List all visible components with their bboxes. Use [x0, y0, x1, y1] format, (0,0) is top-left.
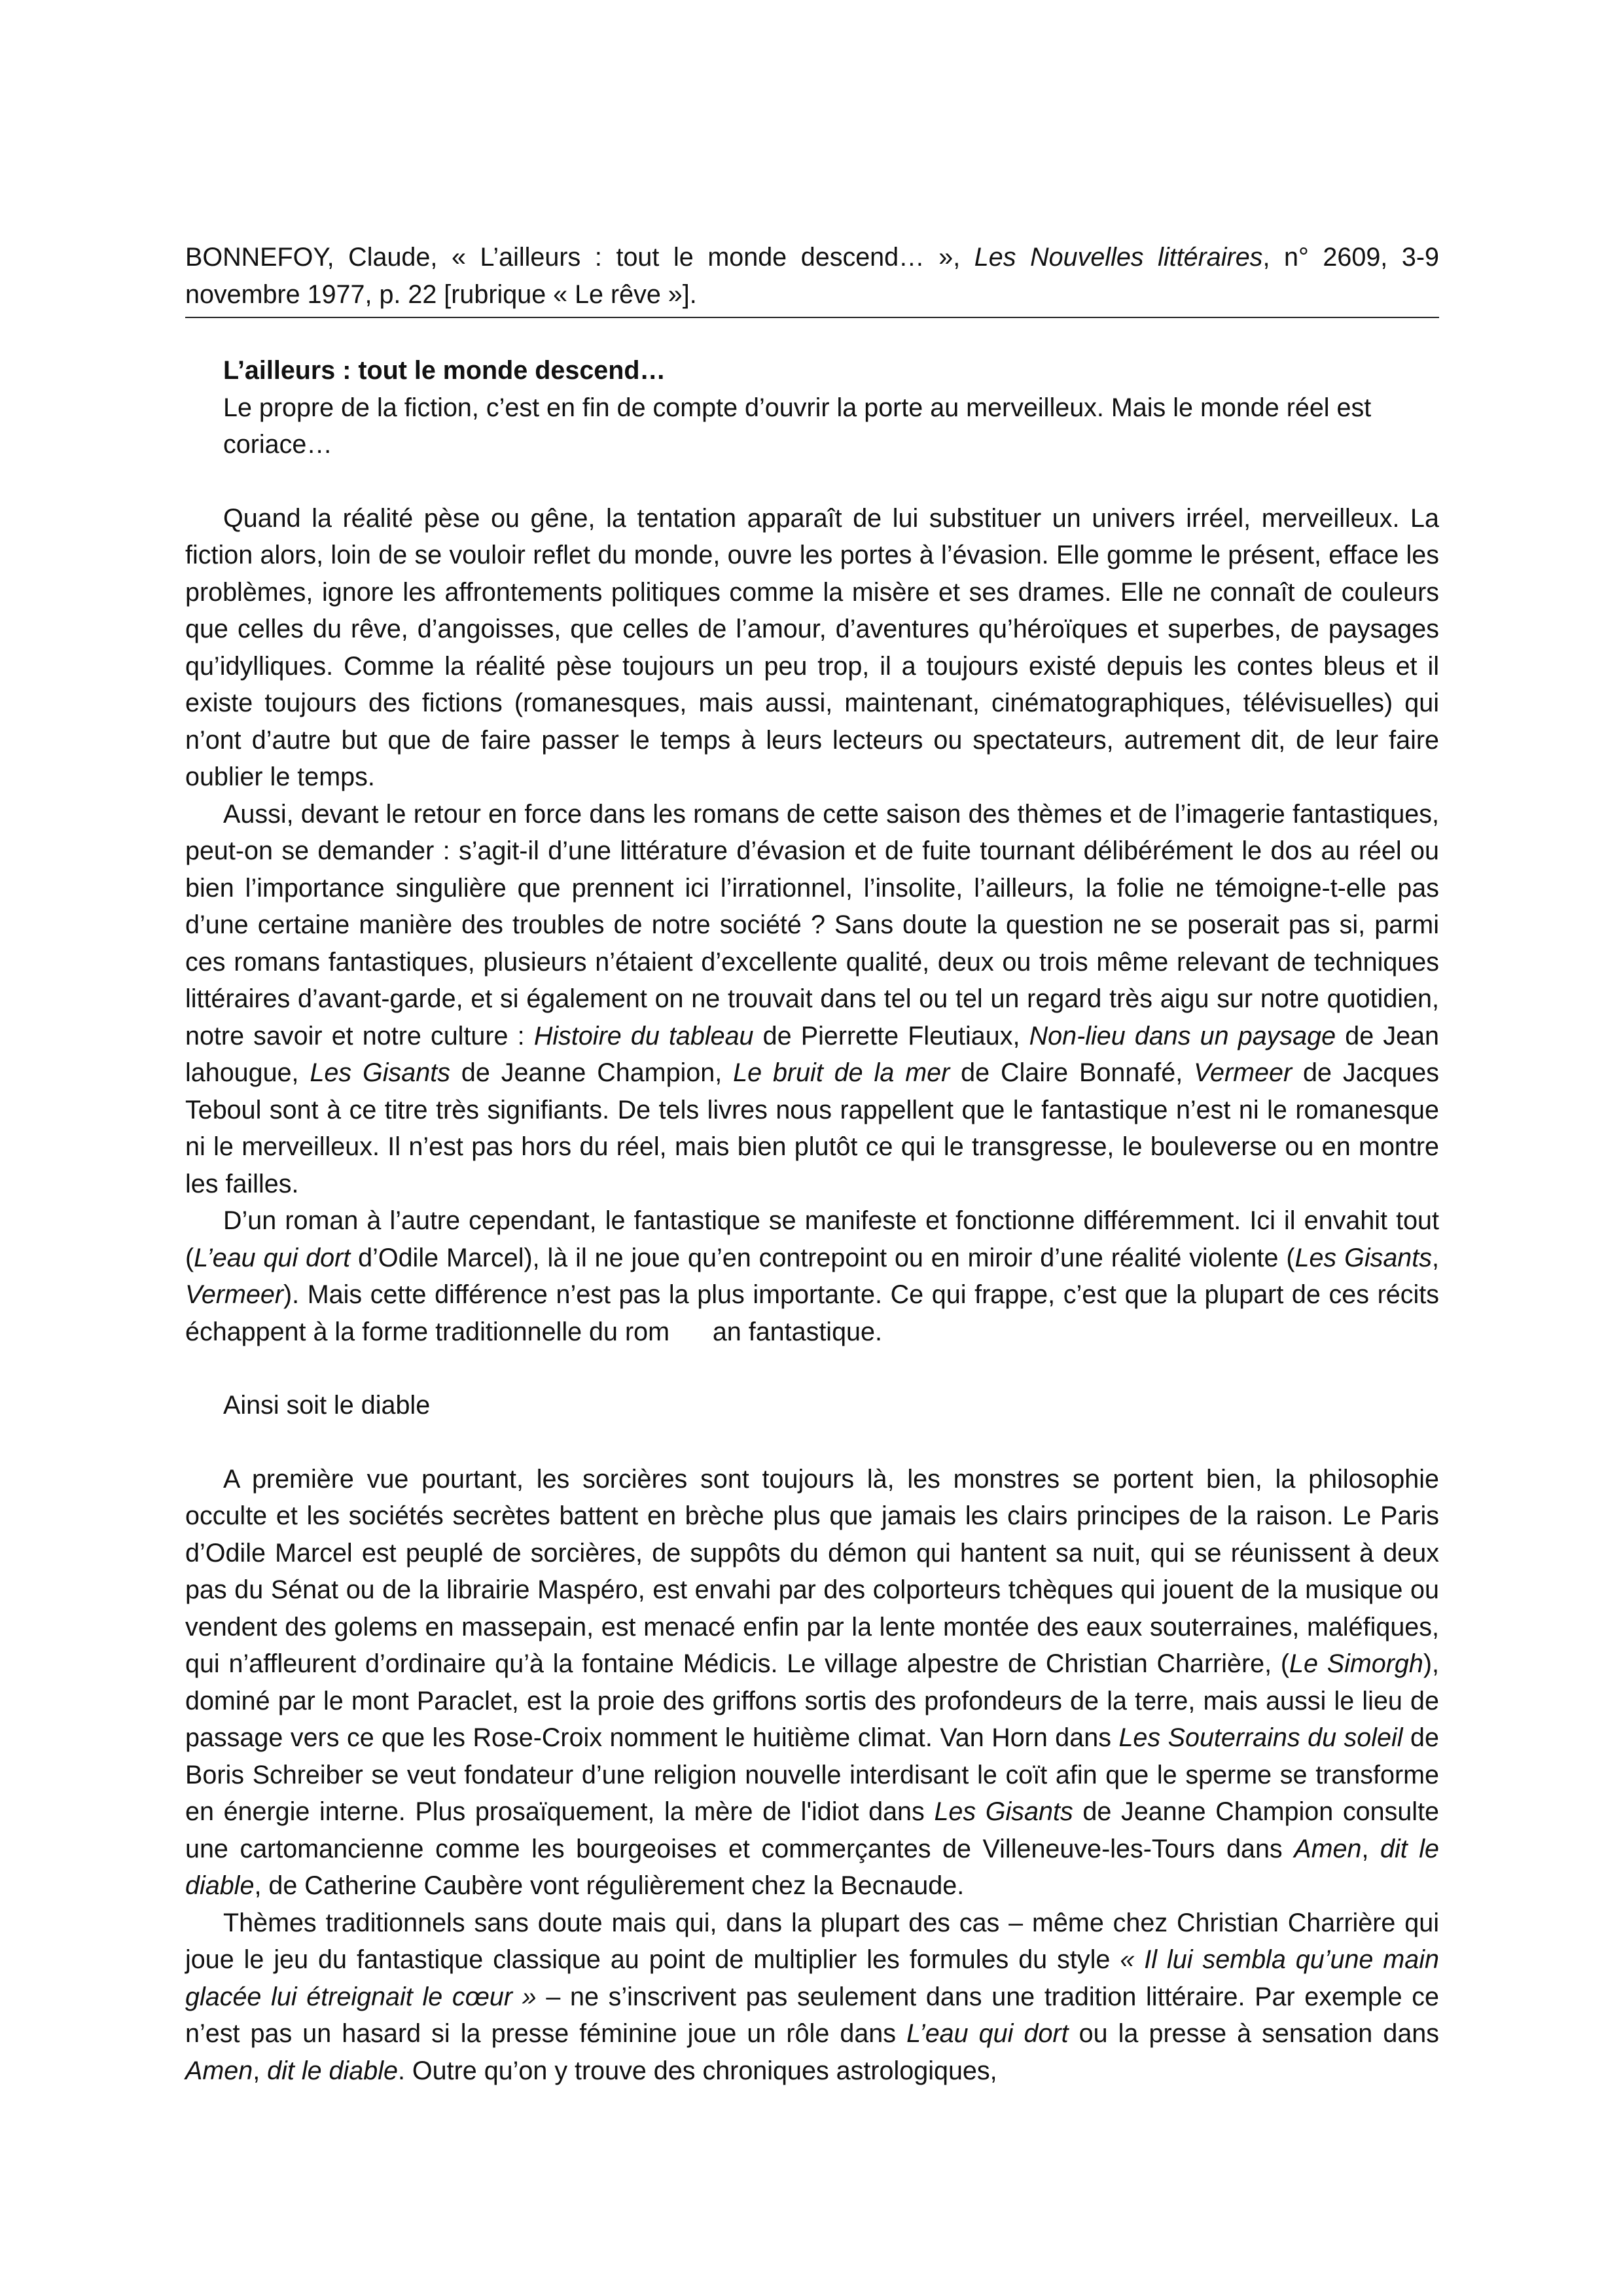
book-title: Les Gisants	[310, 1058, 450, 1087]
quotation: « Il lui sembla qu’une main glacée lui étreignait le cœur »	[185, 1945, 1439, 2011]
paragraph-5	[185, 1905, 1439, 2090]
bibliographic-citation	[185, 239, 1439, 313]
text-run: de Jeanne Champion consulte une cartomancienne comme les bourgeoises et commerçantes de Villeneuve-les-Tours dans	[185, 1797, 1440, 1863]
text-run: ,	[253, 2056, 268, 2085]
text-run: de Jeanne Champion,	[450, 1058, 734, 1087]
paragraph-4	[185, 1461, 1439, 1905]
text-run: D’un roman à l’autre cependant, le fantastique se manifeste et fonctionne différemment. Ici il envahit tout (	[185, 1206, 1439, 1272]
citation-prefix: BONNEFOY, Claude, « L’ailleurs : tout le monde descend… »,	[185, 243, 974, 272]
book-title: Amen	[1294, 1834, 1362, 1863]
text-run: ,	[1432, 1243, 1439, 1272]
book-title: Les Souterrains du soleil	[1118, 1723, 1403, 1752]
paragraph-1: Quand la réalité pèse ou gêne, la tentation apparaît de lui substituer un univers irréel, merveilleux. La fiction alors, loin de se vouloir reflet du monde, ouvre les portes à l’évasion. Elle gomme le présent, efface les problèmes, ignore les affrontements politiques comme la misère et ses drames. Elle ne connaît de couleurs que celles du rêve, d’angoisses, que celles de l’amour, d’aventures qu’héroïques et superbes, de paysages qu’idylliques. Comme la réalité pèse toujours un peu trop, il a toujours existé depuis les contes bleus et il existe toujours des fictions (romanesques, mais aussi, maintenant, cinématographiques, télévisuelles) qui n’ont d’autre but que de faire passer le temps à leurs lecteurs ou spectateurs, autrement dit, de leur faire oublier le temps.	[185, 503, 1439, 791]
section-subheading: Ainsi soit le diable	[223, 1391, 431, 1420]
text-run: de Claire Bonnafé,	[950, 1058, 1194, 1087]
article-chapeau: Le propre de la fiction, c’est en fin de compte d’ouvrir la porte au merveilleux. Mais le monde réel est coriace…	[223, 393, 1372, 459]
article-header	[185, 352, 1439, 463]
text-run: de Jean lahougue,	[185, 1021, 1439, 1087]
book-title: L’eau qui dort	[906, 2019, 1069, 2048]
text-run: , de Catherine Caubère vont régulièrement chez la Becnaude.	[254, 1871, 965, 1900]
text-run: de Boris Schreiber se veut fondateur d’une religion nouvelle interdisant le coït afin que le sperme se transforme en énergie interne. Plus prosaïquement, la mère de l'idiot dans	[185, 1723, 1439, 1826]
horizontal-rule	[185, 317, 1439, 318]
paragraph-2	[185, 796, 1439, 1203]
text-run: ou la presse à sensation dans	[1068, 2019, 1440, 2048]
book-title: Amen	[185, 2056, 253, 2085]
book-title: dit le diable	[185, 1834, 1440, 1900]
text-run: Aussi, devant le retour en force dans les romans de cette saison des thèmes et de l’imagerie fantastiques, peut-on se demander : s’agit-il d’une littérature d’évasion et de fuite tournant délibérément le dos au réel ou bien l’importance singulière que prennent ici l’irrationnel, l’insolite, l’ailleurs, la folie ne témoigne-t-elle pas d’une certaine manière des troubles de notre société ? Sans doute la question ne se poserait pas si, parmi ces romans fantastiques, plusieurs n’étaient d’excellente qualité, deux ou trois même relevant de techniques littéraires d’avant-garde, et si également on ne trouvait dans tel ou tel un regard très aigu sur notre quotidien, notre savoir et notre culture :	[185, 799, 1439, 1050]
text-run: A première vue pourtant, les sorcières sont toujours là, les monstres se portent bien, la philosophie occulte et les sociétés secrètes battent en brèche plus que jamais les clairs principes de la raison. Le Paris d’Odile Marcel est peuplé de sorcières, de suppôts du démon qui hantent sa nuit, qui se réunissent à deux pas du Sénat ou de la librairie Maspéro, est envahi par des colporteurs tchèques qui jouent de la musique ou vendent des golems en massepain, est menacé enfin par la lente montée des eaux souterraines, maléfiques, qui n’affleurent d’ordinaire qu’à la fontaine Médicis. Le village alpestre de Christian Charrière, (	[185, 1464, 1439, 1678]
document-page	[185, 239, 1446, 2089]
text-run: ). Mais cette différence n’est pas la plus importante. Ce qui frappe, c’est que la plupart de ces récits échappent à la forme traditionnelle du rom an fantastique.	[185, 1280, 1446, 1346]
text-run: ,	[1361, 1834, 1380, 1863]
text-run: de Pierrette Fleutiaux,	[753, 1021, 1029, 1050]
article-title: L’ailleurs : tout le monde descend…	[223, 356, 666, 385]
book-title: Le Simorgh	[1289, 1649, 1423, 1678]
book-title: Les Gisants	[934, 1797, 1073, 1826]
text-run: Thèmes traditionnels sans doute mais qui, dans la plupart des cas – même chez Christian Charrière qui joue le jeu du fantastique classique au point de multiplier les formules du style	[185, 1908, 1439, 1974]
book-title: Vermeer	[1194, 1058, 1293, 1087]
book-title: L’eau qui dort	[194, 1243, 351, 1272]
book-title: Histoire du tableau	[533, 1021, 754, 1050]
citation-suffix: , n° 2609, 3-9 novembre 1977, p. 22 [rubrique « Le rêve »].	[185, 243, 1439, 309]
book-title: Non-lieu dans un paysage	[1029, 1021, 1336, 1050]
paragraph-3	[185, 1202, 1446, 1350]
book-title: Les Gisants	[1294, 1243, 1432, 1272]
text-run: d’Odile Marcel), là il ne joue qu’en contrepoint ou en miroir d’une réalité violente (	[350, 1243, 1295, 1272]
text-run: . Outre qu’on y trouve des chroniques astrologiques,	[397, 2056, 997, 2085]
text-run: de Jacques Teboul sont à ce titre très signifiants. De tels livres nous rappellent que le fantastique n’est ni le romanesque ni le merveilleux. Il n’est pas hors du réel, mais bien plutôt ce qui le transgresse, le bouleverse ou en montre les failles.	[185, 1058, 1439, 1198]
article-body	[185, 500, 1446, 2090]
book-title: dit le diable	[267, 2056, 398, 2085]
book-title: Vermeer	[185, 1280, 283, 1309]
book-title: Le bruit de la mer	[733, 1058, 950, 1087]
text-run: – ne s’inscrivent pas seulement dans une tradition littéraire. Par exemple ce n’est pas un hasard si la presse féminine joue un rôle dans	[185, 1982, 1439, 2048]
text-run: ), dominé par le mont Paraclet, est la proie des griffons sortis des profondeurs de la terre, mais aussi le lieu de passage vers ce que les Rose-Croix nomment le huitième climat. Van Horn dans	[185, 1649, 1439, 1752]
citation-journal: Les Nouvelles littéraires	[974, 243, 1263, 272]
